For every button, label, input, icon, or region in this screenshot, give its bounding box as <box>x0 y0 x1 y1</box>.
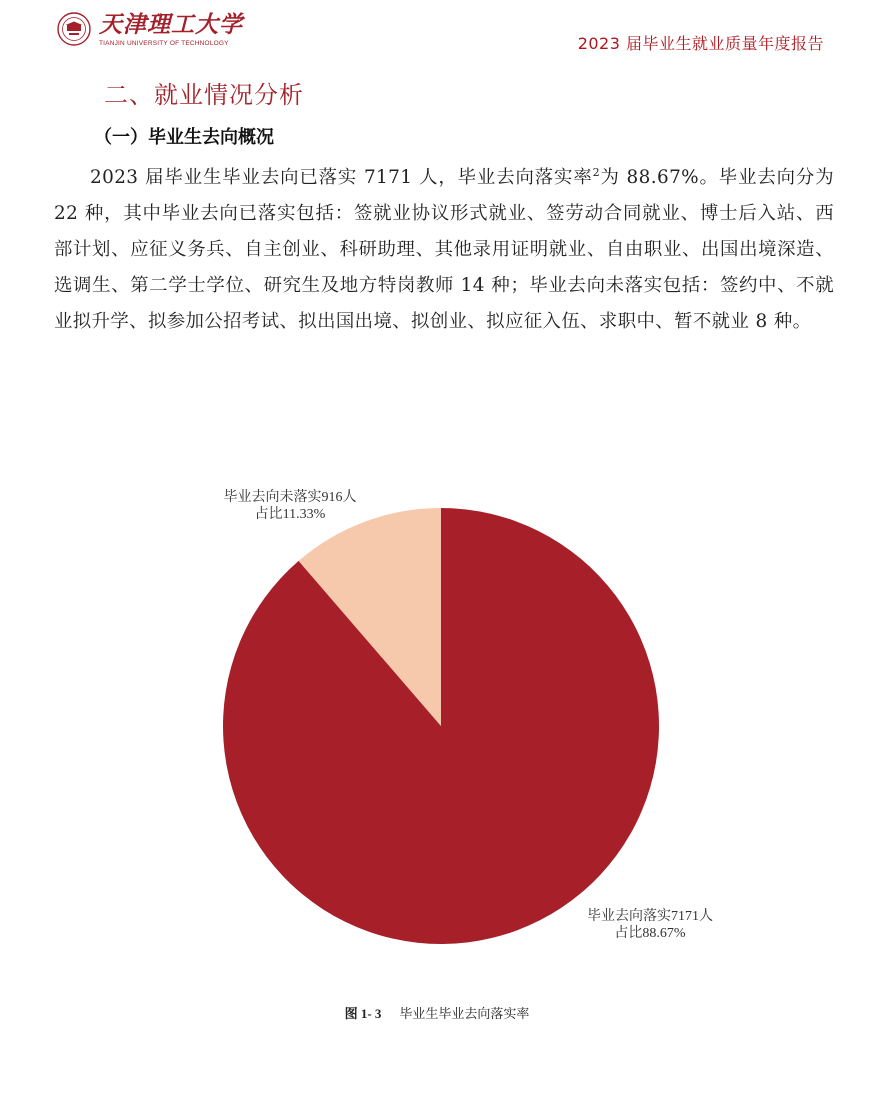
subsection-title: （一）毕业生去向概况 <box>94 127 274 148</box>
pie-label-placed <box>555 908 745 942</box>
pie-label-placed-count: 毕业去向落实7171人 <box>587 909 713 924</box>
figure-number: 图 1- 3 <box>344 1006 382 1021</box>
pie-label-placed-percent: 占比88.67% <box>614 926 686 941</box>
pie-slice-placed <box>223 508 659 944</box>
figure-caption <box>0 1003 874 1022</box>
section-title: 二、就业情况分析 <box>104 81 304 109</box>
logo-chinese-name: 天津理工大学 <box>99 11 243 38</box>
report-header-title: 2023 届毕业生就业质量年度报告 <box>577 34 824 53</box>
paragraph-part1: 2023 届毕业生毕业去向已落实 7171 人，毕业去向落实率 <box>90 167 593 188</box>
figure-caption-text: 毕业生毕业去向落实率 <box>399 1007 530 1022</box>
pie-label-unplaced-percent: 占比11.33% <box>254 507 326 522</box>
pie-label-unplaced-count: 毕业去向未落实916人 <box>223 490 357 505</box>
logo-english-name: TIANJIN UNIVERSITY OF TECHNOLOGY <box>99 40 229 47</box>
pie-label-unplaced <box>190 489 390 523</box>
footnote-reference[interactable]: 2 <box>592 166 601 179</box>
paragraph-part2: 为 88.67%。毕业去向分为 22 种，其中毕业去向已落实包括：签就业协议形式就业、签劳动合同就业、博士后入站、西部计划、应征义务兵、自主创业、科研助理、其他录用证明就业、自由职业、出国出境深造、选调生、第二学士学位、研究生及地方特岗教师 14 种；毕业去向未落实包括：签约中、不就业拟升学、拟参加公招考试、拟出国出境、拟创业、拟应征入伍、求职中、暂不就业 8 种。 <box>54 167 834 332</box>
